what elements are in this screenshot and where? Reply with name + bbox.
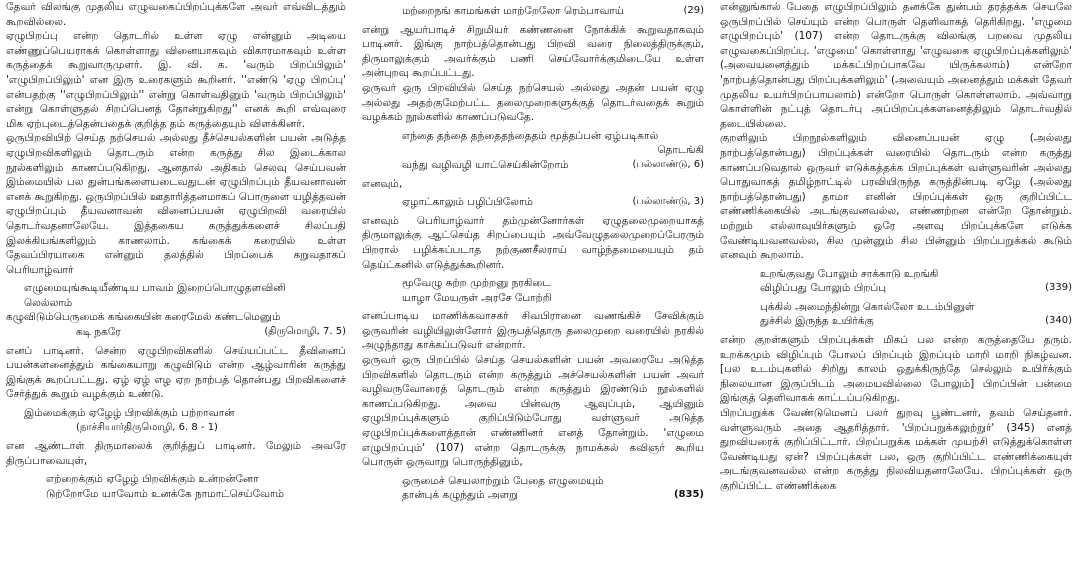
text-column-left [6,0,346,576]
verse-line: ஏழாட்காலும் பழிப்பிலோம் [402,196,533,209]
verse-line: கடி நகரே [76,326,121,339]
paragraph: என ஆண்டாள் திருமாலைக் குறித்துப் பாடினர். மேலும் அவரே திருப்பாவையுள், [6,440,346,467]
verse-line: மற்றைநங் காமங்கள் மாற்றேலோ ரெம்பாவாய் [402,5,624,17]
paragraph: எனப் பாடினர். சென்ற ஏழுபிறவிகளில் செய்யப்பட்ட தீவினைப் பயன்களனைத்தும் கங்கையாறு கழுவிடும் என்ற ஆழ்வாரின் கருத்து இங்குக் கூறப்பட்டது. ஏழ் ஏழ் எழ ஏற நாற்பத் தொன்பது பிறவிகளைச் சேர்த்துக் கூறும் வழக்கும் உண்டு. [6,344,346,401]
verse-line-with-ref [362,195,704,210]
verse-line-with-ref [6,325,346,340]
verse-quote [720,267,1072,296]
verse-reference: (340) [1045,315,1072,327]
paragraph: என்று ஆயர்பாடிச் சிறுமியர் கண்ணனை நோக்கிக் கூறுவதாகவும் பாடினர். இங்கு நாற்பத்தொன்பது பிறவி வரை நிலைத்திருக்கும், திருமாலுக்கும் அவர்க்கும் பணி செய்வோர்க்குமிடையே உள்ள அன்புறவு கூறப்பட்டது. [362,23,704,80]
text-column-middle [362,0,704,576]
verse-reference: (திருமொழி, 7. 5) [264,326,346,338]
verse-reference: (பல்லாண்டு, 3) [632,196,704,208]
verse-quote [362,195,704,210]
verse-line: லெல்லாம் [24,296,73,309]
verse-quote [362,4,704,19]
paragraph: எனவும், [362,177,403,190]
verse-line: இம்மைக்கும் ஏழேழ் பிறவிக்கும் பற்றாவான் [24,407,235,420]
paragraph: எனப்பாடிய மாணிக்கவாசகர் சிவபிரானை வணங்கிச் சேவிக்கும் ஒருவரின் வழியிலுள்ளோர் இருபத்தொரு தலைமுறை வரையில் நரகில் அழுந்தாது காக்கப்படுவர் என்றார். [362,310,704,352]
verse-line: வந்து வழிவழி யாட்செய்கின்றோம் [402,158,569,171]
verse-line: எந்தை தந்தை தந்தைதந்தைதம் மூத்தப்பன் ஏழ்படிகால் [402,129,659,142]
paragraph: என்னுங்கால் பேதை எழுபிறப்பிலும் தனக்கே துன்பம் தரத்தக்க செயலே ஒருபிறப்பில் செய்யும் என்ற பொருள் தெளிவாகத் தெரிகிறது. 'எழுமை எழுபிறப்பும்' (107) என்ற தொடருக்கு விலங்கு பறவை முதலிய எழுவகைப்பிறப்பு. 'எழுமை' கொள்ளாது 'எழுவகை ஏழுபிறப்புக்களிலும்' (அவையனைத்தும் மக்கட்பிறப்பாகவே யிருக்கலாம்) என்றோ 'நாற்பத்தொன்பது பிறப்புக்களிலும்' (அவையும் அனைத்தும் மக்கள் தேவர் முதலிய உயர்பிறப்பாயலாம்) என்றோ பொருள் கொள்ளலாம். அவ்வாறு கொள்ளின் நட்புத் தொடர்பு அப்பிறப்புக்களனைத்திலும் தொடர்வதில் தடையில்லை. [720,1,1072,130]
verse-reference: (நாச்சியார்திருமொழி, 6. 8 - 1) [76,421,218,433]
verse-line: துச்சில் இருந்த உயிர்க்கு [760,315,874,328]
paragraph: குறளிலும் பிறநூல்களிலும் வினைப்பயன் ஏழு (அல்லது நாற்பத்தொன்பது) பிறப்புக்கள் வரையில் தொடரும் என்ற கருத்து காணப்படுவதால் ஒருவர் எடுக்கத்தக்க பிறப்புக்கள் வள்ளுவரின் அல்லது பொதுவாகத் தமிழ்நாட்டில் பரவியிருந்த கருத்தின்படி ஏழே (அல்லது நாற்பத்தொன்பது) தாமா எனின் பிறப்புக்கள் ஒரு குறிப்பிட்ட எண்ணிக்கையில் அடங்குவனவல்ல, எண்ணற்றன என்றே தோன்றும். மற்றும் எல்லாவுயிர்களும் ஒரே அளவு பிறப்புக்களே எடுக்க வேண்டியவனவல்ல, சில முன்னும் சில பின்னும் பிறப்பறுக்கல் கூடும் எனவும் கூறலாம். [720,132,1072,262]
verse-line: ஒருமைச் செயலாற்றும் பேதை எழுமையும் [402,474,604,487]
verse-line: யாழா மேயருள் அரசே போற்றி [402,291,552,304]
verse-line: டுற்றோமே யாவோம் உனக்கே நாமாட்செய்வோம் [46,488,284,500]
verse-line: தான்புக் கழுந்தும் அளறு [402,489,518,502]
verse-quote [720,300,1072,329]
verse-quote [362,474,704,503]
paragraph: எனவும் பெரியாழ்வார் தம்முன்னோர்கள் ஏழுதலைமுறையாகத் திருமாலுக்கு ஆட்செய்த சிறப்பையும் அவ்வேழுதலைமுறைப்பேரரும் பிறரால் பழிக்கப்படாத நற்குணசீலராய் வாழ்ந்தமையையும் தம் தெய்ட்கனில் எடுத்துக்கூறினர். [362,214,704,271]
verse-line: மூவேழு சுற்ற முற்றனு நரகிடை [402,277,551,290]
paragraph: ஏழுபிறப்பு என்ற தொடரில் உள்ள ஏழு என்னும் அடியை எண்ணுப்பெயராகக் கொள்ளாது வினையாகவும் விகாரமாகவும் உள்ள கருத்தைக் கூறுவாருமுளர். இ. வி. க. 'வரும் பிறப்பிலும்' 'எழுபிறப்பிலும்' என இரு உரைகளும் கூறினர். ''எண்டு 'ஏழு பிறப்பு' என்பதற்கு ''எழுபிறப்பிலும்'' என்று கொள்வதினும் 'வரும் பிறப்பிலும்' என்று கொள்ளுதல் சிறப்பெனத் தோன்றுகிறது'' எனக் கூறி எவ்வுரை மிக ஏற்புடைத்தென்பதைக் குறித்த தம் கருத்தையும் விளக்கினர். [6,30,346,130]
verse-quote [6,406,346,435]
verse-reference: (பல்லாண்டு, 6) [632,158,704,170]
paragraph: தேவர் விலங்கு முதலிய எழுவகைப்பிறப்புக்களே அவர் எவ்விடத்தும் கூறவில்லை. [6,1,346,28]
verse-reference: (29) [683,5,704,16]
verse-quote [6,281,346,339]
verse-reference: (835) [673,489,704,501]
verse-line: புக்கில் அமைந்தின்று கொல்லோ உடம்பினுள் [760,300,975,313]
verse-reference: (339) [1045,282,1072,294]
verse-line-with-ref [362,4,704,19]
verse-quote [362,129,704,173]
text-column-right [720,0,1072,576]
verse-line: தொடங்கி [657,144,704,157]
verse-line-with-ref [362,158,704,173]
verse-quote [362,276,704,305]
verse-line: விழிப்பது போலும் பிறப்பு [760,282,887,295]
paragraph: என்ற குறள்களும் பிறப்புக்கள் மிகப் பல என்ற கருத்தையே தரும். உறக்கமும் விழிப்பும் போலப் பிறப்பும் இறப்பும் மாறி மாறி நிகழ்வன. [பல உடம்புகளில் சிறிது காலம் ஒதுக்கிருந்தே செல்லும் உயிர்க்கும் நிலையான இருப்பிடம் அமையவில்லை போலும்] பிறப்பின் பன்மை இங்குத் தெளிவாகக் காட்டப்படுகிறது. [720,334,1072,405]
paragraph: ஒருவர் ஒரு பிறவியில் செய்த நற்செயல் அல்லது அதன் பயன் ஏழு அல்லது அதற்குமேற்பட்ட தலைமுறைகளுக்குத் தொடர்வதைக் கூறும் வழக்கம் நூல்களில் காணப்படுவதே. [362,81,704,124]
paragraph: ஒருவர் ஒரு பிறப்பில் செய்த செயல்களின் பயன் அவரையே அடுத்த பிறவிகளில் தொடரும் என்ற கருத்தும் அச்செயல்களின் பயன் அவர் வழிவருவோரைத் தொடரும் என்ற கருத்தும் இரண்டும் நூல்களில் காணப்படுகிறது. அவை பின்வரு ஆவுப்பும், ஆயினும் ஏழுபிறப்புக்களும் குறிப்பிடும்போது வள்ளுவர் அடுத்த ஏழுபிறப்புக்களைத்தான் எண்ணினர் எனத் தோன்றும். 'எழுமை எழுபிறப்பும்' (107) என்ற தொடருக்கு நாமக்கல் கவிஞர் கூறிய பொருள் ஒருவாறு பொருந்தினும், [362,354,704,469]
verse-line: எழுமையுங்கூடியீண்டிய பாவம் இறைப்பொழுதளவினி [24,282,286,295]
verse-line: எற்றைக்கும் ஏழேழ் பிறவிக்கும் உன்றன்னோ [46,473,259,486]
verse-line: உறங்குவது போலும் சாக்காடு உறங்கி [760,267,939,280]
verse-line-with-ref [720,281,1072,296]
verse-line-with-ref [720,314,1072,329]
verse-quote [6,472,346,501]
verse-line: கழுவிடும்பெருமைக் கங்கையின் கரைமேல் கண்டமெனும் [6,311,281,324]
paragraph: ஒருபிறவியிற் செய்த நற்செயல் அல்லது தீச்செயல்களின் பயன் அடுத்த ஏழுபிறவிகளிலும் தொடரும் என்ற கருத்து சில இடைக்கால நூல்களிலும் காணப்படுகிறது. ஆனதால் அதிகம் செலவு செய்பவன் இம்மையில் பல துன்பங்களையடைவதுடன் ஏழுபிறப்பும் தீயவனாவன் எனக் கூறுகிறது. ஒருபிறப்பில் ஊதாரித்தனமாகப் பொருளை யழித்தவன் ஏழுபிறப்பும் தீயவனாவன் வினைப்பயன் ஏழுபிறவி வரையில் தொடர்வதனாலேயே. இத்தகைய கருத்துக்களைச் சிலப்பதி இலக்கியங்களிலும் காணலாம். கங்கைக் கரையில் உள்ள தேவப்பிரயாகை என்னும் தலத்தில் பிறப்பைக் கறுவதாகப் பெரியாழ்வார் [6,132,346,276]
paragraph: பிறப்பறுக்க வேண்டுமெனப் பலர் துறவு பூண்டனர், தவம் செய்தனர். வள்ளுவரும் அதை ஆதரித்தார். 'பிறப்பறுக்கலுற்றுர்' (345) எனத் துறவியரைக் குறிப்பிட்டார். பிறப்பறுக்க மக்கள் முயற்சி எடுத்துக்கொள்ள வேண்டியது ஏன்? பிறப்புக்கள் பல, ஒரு குறிப்பிட்ட எண்ணிக்கையுள் அடங்குவனவல்ல என்ற கருத்து நிலவியதனாலேயே. பிறப்புக்கள் ஒரு குறிப்பிட்ட எண்ணிக்கை [720,407,1072,492]
verse-line-with-ref [362,488,704,503]
